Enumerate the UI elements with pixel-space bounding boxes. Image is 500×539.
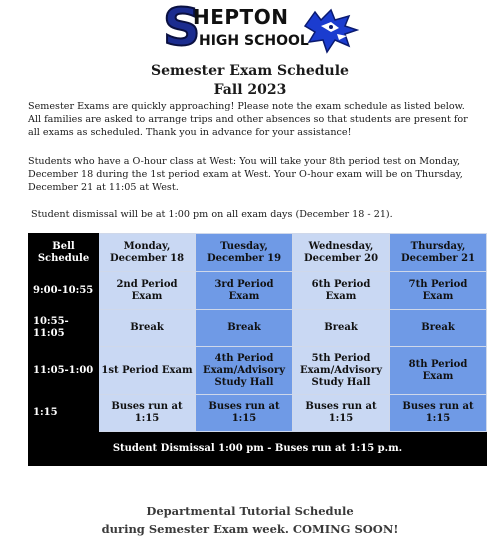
schedule-cell: 3rd Period Exam [196, 272, 293, 310]
logo-big-letter: S [163, 0, 201, 58]
tutorial-notice-line1: Departmental Tutorial Schedule [146, 504, 354, 518]
schedule-cell: 1st Period Exam [99, 347, 196, 395]
dismissal-paragraph: Student dismissal will be at 1:00 pm on all exam days (December 18 - 21). [31, 209, 393, 220]
schedule-cell: 2nd Period Exam [99, 272, 196, 310]
schedule-cell: Break [390, 310, 487, 347]
schedule-cell: Buses run at 1:15 [293, 395, 390, 432]
ohour-paragraph: Students who have a O-hour class at West: You will take your 8th period test on Monday, December 18 during the 1st period exam at West. Your O-hour exam will be on Thursday, December 21 at 11:05 at West. [28, 156, 463, 193]
schedule-cell: Buses run at 1:15 [390, 395, 487, 432]
schedule-cell: 5th Period Exam/Advisory Study Hall [293, 347, 390, 395]
page-title: Semester Exam Schedule [151, 63, 349, 79]
bell-schedule-header: Bell Schedule [29, 234, 99, 272]
schedule-cell: Buses run at 1:15 [99, 395, 196, 432]
exam-schedule-table [28, 233, 487, 466]
day-header: Thursday, December 21 [390, 234, 487, 272]
table-row [29, 347, 487, 395]
table-row [29, 395, 487, 432]
schedule-cell: 6th Period Exam [293, 272, 390, 310]
schedule-cell: 8th Period Exam [390, 347, 487, 395]
table-header-row [29, 234, 487, 272]
schedule-cell: 4th Period Exam/Advisory Study Hall [196, 347, 293, 395]
day-header: Monday, December 18 [99, 234, 196, 272]
time-cell: 10:55-11:05 [29, 310, 99, 347]
tutorial-notice-line2: during Semester Exam week. COMING SOON! [101, 522, 399, 536]
wolf-head-icon [301, 6, 359, 54]
table-footer-row [29, 432, 487, 466]
time-cell: 1:15 [29, 395, 99, 432]
table-row [29, 310, 487, 347]
schedule-cell: Break [196, 310, 293, 347]
logo-line2: HIGH SCHOOL [199, 33, 309, 49]
schedule-cell: Break [99, 310, 196, 347]
school-logo [163, 0, 363, 58]
time-cell: 11:05-1:00 [29, 347, 99, 395]
time-cell: 9:00-10:55 [29, 272, 99, 310]
schedule-cell: 7th Period Exam [390, 272, 487, 310]
day-header: Tuesday, December 19 [196, 234, 293, 272]
page-subtitle: Fall 2023 [213, 82, 287, 98]
intro-paragraph: Semester Exams are quickly approaching! Please note the exam schedule as listed below. All families are asked to arrange trips and other absences so that students are present for all exams as scheduled. Thank you in advance for your assistance! [28, 101, 468, 138]
schedule-cell: Break [293, 310, 390, 347]
schedule-cell: Buses run at 1:15 [196, 395, 293, 432]
table-row [29, 272, 487, 310]
day-header: Wednesday, December 20 [293, 234, 390, 272]
logo-line1: HEPTON [193, 5, 289, 29]
dismissal-footer: Student Dismissal 1:00 pm - Buses run at 1:15 p.m. [29, 432, 487, 466]
